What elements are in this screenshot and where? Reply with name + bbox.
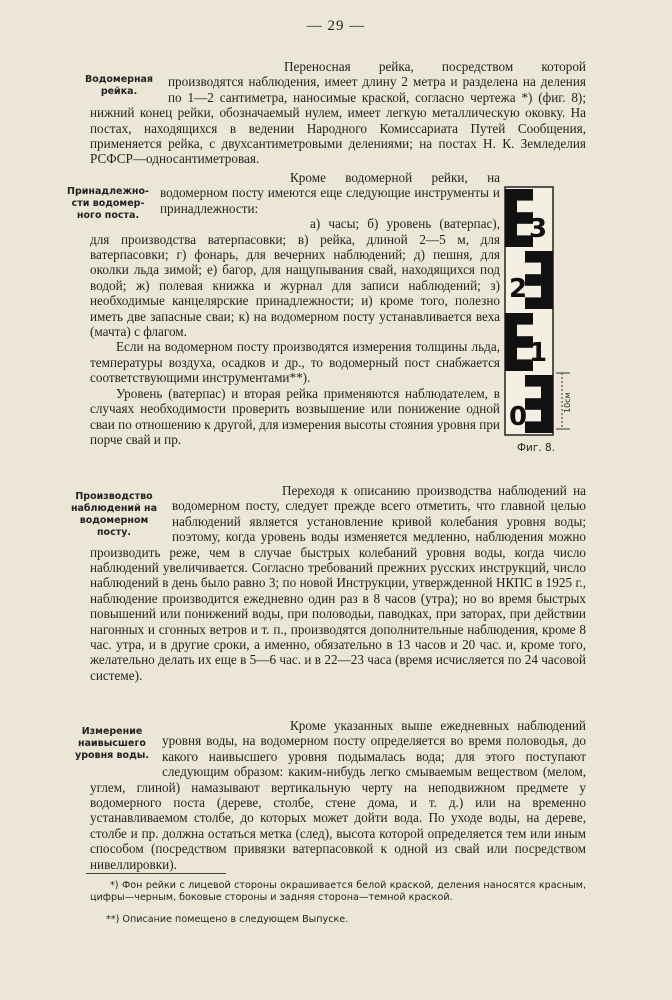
- ruler-tick: [517, 189, 533, 201]
- paragraph-1: Переносная рейка, посредством которой производятся наблюдения, имеет длину 2 метра и разделена на деления по 1—2 сантиметра, наносимые краской, согласно чертежа *) (фиг. 8); нижний конец рейки, обозначаемый нулем, имеет легкую металлическую оковку. На постах, находящихся в ведении Народного Комиссариата Путей Сообщения, применяется рейка, с двухсантиметровыми делениями; на постах Н. К. Земледелия РСФСР—односантиметровая.: [90, 59, 586, 167]
- ruler-bar: [541, 375, 553, 433]
- ruler-tick: [517, 313, 533, 325]
- footnote-2: **) Описание помещено в следующем Выпуске.: [106, 914, 349, 925]
- figure-caption: Фиг. 8.: [516, 442, 556, 454]
- ruler-tick: [525, 251, 541, 263]
- paragraph-2b: а) часы; б) уровень (ватерпас), для производства ватерпасовки; в) рейка, длиной 2—5 м, для ватерпасовки; г) фонарь, для вечерних наблюдений; д) пешня, для околки льда зимой; е) багор, для нащупывания свай, находящихся под водой; ж) полевая книжка и журнал для записи наблюдений; з) необходимые канцелярские принадлежности; и) кроме того, полезно иметь две запасные сваи; к) на водомерном посту устанавливается веха (мачта) с флагом.: [90, 216, 500, 340]
- paragraph-4: Уровень (ватерпас) и вторая рейка применяются наблюдателем, в случаях необходимости проверить возвышение или понижение одной сваи по отношению к другой, для измерения высоты стояния уровня при порче свай и пр.: [90, 385, 500, 447]
- page-number: — 29 —: [306, 18, 366, 34]
- ruler-mark-1: 1: [529, 338, 548, 368]
- paragraph-3: Если на водомерном посту производятся измерения толщины льда, температуры воздуха, осадков и др., то водомерный пост снабжается соответствующими инструментами**).: [90, 339, 500, 386]
- footnote-1: *) Фон рейки с лицевой стороны окрашивается белой краской, деления наносятся красным, цифры—черным, боковые стороны и задняя сторона—темной краской.: [90, 880, 586, 903]
- ruler-bar: [541, 251, 553, 309]
- ruler-tick: [525, 297, 541, 309]
- ruler-mark-2: 2: [509, 274, 528, 304]
- paragraph-2a: Кроме водомерной рейки, на водомерном посту имеются еще следующие инструменты и принадлежности:: [160, 170, 500, 216]
- footnote-rule: [86, 873, 226, 874]
- paragraph-5: Переходя к описанию производства наблюдений на водомерном посту, следует прежде всего отметить, что главной целью наблюдений является установление кривой колебания уровня воды; поэтому, когда уровень воды изменяется медленно, наблюдения можно производить реже, чем в случае быстрых колебаний уровня воды, когда число наблюдений увеличивается. Согласно требований прежних русских инструкций, число наблюдений в день было равно 3; по новой Инструкции, утвержденной НКПС в 1925 г., наблюдение производится ежедневно один раз в 8 часов (утра); но во время быстрых повышений или понижений воды, при половодьи, паводках, при заторах, при действии нагонных и сгонных ветров и т. п., производятся дополнительные наблюдения, кроме 8 час. утра, и в другие сроки, а именно, обязательно в 13 часов и 20 час. и, кроме того, желательно делать их еще в 5—6 час. и в 22—23 часа (время исчисляется по 24 часовой системе).: [90, 483, 586, 683]
- sidenote-izmerenie: Измерение наивысшего уровня воды.: [75, 726, 149, 761]
- sidenote-prinadlezhnosti: Принадлежно- сти водомер- ного поста.: [67, 186, 149, 221]
- sidenote-vodomernaya-reyka: Водомерная рейка.: [84, 74, 154, 97]
- ruler-tick: [525, 274, 541, 286]
- sidenote-proizvodstvo: Производство наблюдений на водомерном посту.: [70, 491, 158, 538]
- ruler-tick: [525, 398, 541, 410]
- figure-8-ruler: [500, 185, 590, 440]
- ruler-bar: [505, 313, 517, 371]
- ruler-mark-0: 0: [509, 402, 528, 432]
- ruler-mark-3: 3: [529, 214, 548, 244]
- ruler-tick: [525, 375, 541, 387]
- ruler-dimension-label: 10см: [563, 392, 572, 413]
- ruler-bar: [505, 189, 517, 247]
- paragraph-6: Кроме указанных выше ежедневных наблюдений уровня воды, на водомерном посту определяется во время половодья, до какого наивысшего уровня подымалась вода; для этого поступают следующим образом: каким-нибудь легко смываемым веществом (мелом, углем, глиной) намазывают вертикальную черту на неподвижном предмете у водомерного поста (дереве, столбе, стене дома, и т. д.) или на временно устанавливаемом столбе, до которых может дойти вода. По уходе воды, на дереве, столбе и пр. должна остаться метка (след), высота которой определяется тем или иным способом (посредством привязки ватерпасовкой к одной из свай или посредством нивеллировки).: [90, 718, 586, 872]
- ruler-tick: [525, 421, 541, 433]
